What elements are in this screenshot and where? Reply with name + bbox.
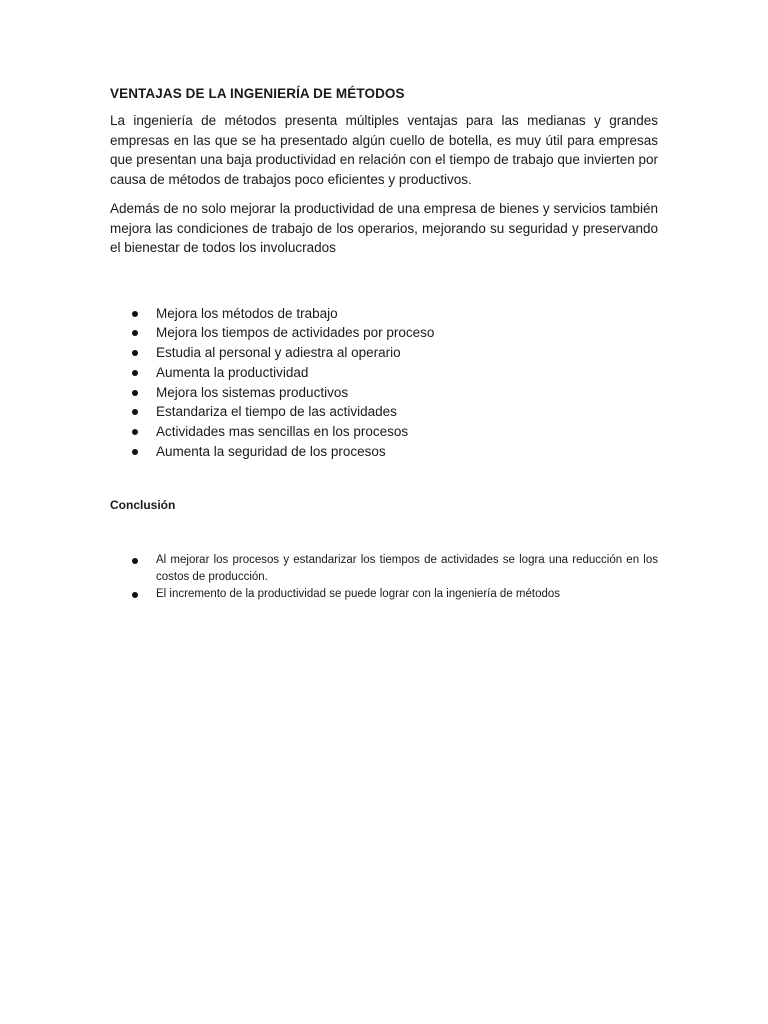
bullet-icon — [132, 370, 138, 376]
list-item — [110, 363, 658, 383]
list-item — [110, 552, 658, 586]
bullet-icon — [132, 592, 138, 598]
list-item — [110, 586, 658, 603]
list-item-text: Estudia al personal y adiestra al operario — [156, 345, 401, 361]
list-item-text: Mejora los tiempos de actividades por proceso — [156, 325, 435, 341]
list-item — [110, 422, 658, 442]
bullet-icon — [132, 449, 138, 455]
list-item — [110, 323, 658, 343]
bullet-icon — [132, 429, 138, 435]
list-item-text: Aumenta la productividad — [156, 364, 309, 380]
conclusion-heading: Conclusión — [110, 497, 176, 512]
list-item — [110, 343, 658, 363]
list-item — [110, 383, 658, 403]
list-item-text: Aumenta la seguridad de los procesos — [156, 444, 386, 460]
bullet-icon — [132, 311, 138, 317]
list-item — [110, 402, 658, 422]
bullet-icon — [132, 330, 138, 336]
list-item-text: Al mejorar los procesos y estandarizar los tiempos de actividades se logra una reducción en los costos de producción. — [156, 553, 658, 583]
list-item-text: Estandariza el tiempo de las actividades — [156, 404, 397, 420]
bullet-icon — [132, 350, 138, 356]
list-item-text: Actividades mas sencillas en los procesos — [156, 424, 409, 440]
list-item — [110, 442, 658, 462]
bullet-icon — [132, 558, 138, 564]
advantages-list — [110, 304, 658, 462]
second-paragraph: Además de no solo mejorar la productividad de una empresa de bienes y servicios también mejora las condiciones de trabajo de los operarios, mejorando su seguridad y preservando el bienestar de todos los involucrados — [110, 201, 658, 255]
bullet-icon — [132, 390, 138, 396]
list-item-text: Mejora los sistemas productivos — [156, 384, 349, 400]
conclusions-list — [110, 552, 658, 603]
intro-paragraph: La ingeniería de métodos presenta múltiples ventajas para las medianas y grandes empresas en las que se ha presentado algún cuello de botella, es muy útil para empresas que presentan una baja productividad en relación con el tiempo de trabajo que invierten por causa de métodos de trabajos poco eficientes y productivos. — [110, 113, 658, 187]
bullet-icon — [132, 409, 138, 415]
list-item-text: Mejora los métodos de trabajo — [156, 305, 338, 321]
document-title: VENTAJAS DE LA INGENIERÍA DE MÉTODOS — [110, 86, 405, 101]
list-item — [110, 304, 658, 324]
document-content — [110, 86, 658, 603]
list-item-text: El incremento de la productividad se puede lograr con la ingeniería de métodos — [156, 587, 561, 600]
